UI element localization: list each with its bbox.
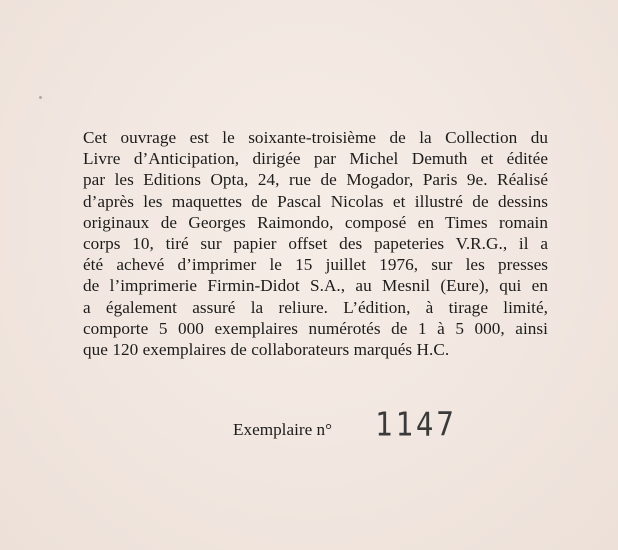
colophon-line: de l’imprimerie Firmin-Didot S.A., au Mesnil (Eure), qui en: [83, 276, 548, 296]
exemplaire-line: [233, 404, 457, 444]
paper-speck: [39, 96, 42, 99]
colophon-text: [83, 127, 548, 360]
colophon-line: par les Editions Opta, 24, rue de Mogador, Paris 9e. Réalisé: [83, 170, 548, 190]
colophon-line: originaux de Georges Raimondo, composé en Times romain: [83, 212, 548, 232]
colophon-line: que 120 exemplaires de collaborateurs marqués H.C.: [83, 340, 450, 360]
exemplaire-label: Exemplaire n°: [233, 420, 332, 439]
colophon-line: d’après les maquettes de Pascal Nicolas et illustré de dessins: [83, 191, 548, 211]
colophon-line: été achevé d’imprimer le 15 juillet 1976, sur les presses: [83, 255, 548, 275]
colophon-line: corps 10, tiré sur papier offset des papeteries V.R.G., il a: [83, 234, 548, 254]
colophon-line: Livre d’Anticipation, dirigée par Michel Demuth et éditée: [83, 149, 548, 169]
colophon-line: a également assuré la reliure. L’édition, à tirage limité,: [83, 297, 548, 317]
colophon-line: Cet ouvrage est le soixante-troisième de la Collection du: [83, 128, 548, 147]
exemplaire-number: 1147: [375, 404, 457, 444]
colophon-line: comporte 5 000 exemplaires numérotés de 1 à 5 000, ainsi: [83, 318, 548, 338]
